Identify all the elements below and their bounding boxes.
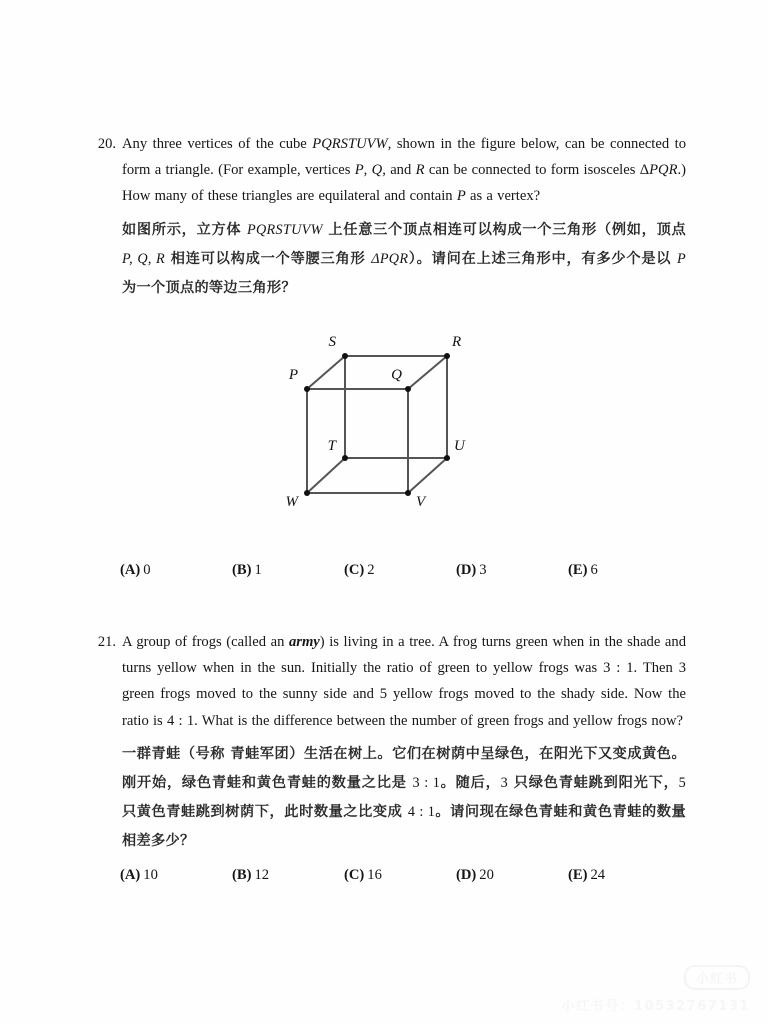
choice-label: (E) — [568, 867, 588, 883]
choice-a[interactable] — [120, 560, 232, 580]
choice-value: 2 — [367, 562, 375, 578]
choice-value: 24 — [590, 867, 606, 883]
cube-edge-WT — [307, 458, 345, 493]
watermark — [562, 965, 751, 1014]
cube-vertex-V — [405, 490, 411, 496]
choice-label: (C) — [344, 867, 365, 883]
choice-e[interactable] — [568, 865, 680, 885]
cube-vertex-P — [304, 386, 310, 392]
cube-label-W: W — [285, 494, 298, 510]
problem-21-row — [86, 629, 686, 856]
cube-label-R: R — [452, 334, 462, 350]
cube-edge-VU — [408, 458, 447, 493]
problem-20-row — [86, 131, 686, 303]
cube-vertex-U — [444, 455, 450, 461]
cube-vertex-S — [342, 353, 348, 359]
cube-edge-PS — [307, 356, 345, 389]
choice-e[interactable] — [568, 560, 680, 580]
problem-20-chinese-text: 如图所示，立方体 PQRSTUVW 上任意三个顶点相连可以构成一个三角形（例如，顶点 P, Q, R 相连可以构成一个等腰三角形 ΔPQR）。请问在上述三角形中，有多少个是以 P 为一个顶点的等边三角形？ — [122, 221, 686, 296]
problem-21-choices — [120, 865, 700, 885]
watermark-id-text: 小红书号：10532767131 — [561, 999, 750, 1014]
choice-d[interactable] — [456, 560, 568, 580]
cube-vertex-labels — [286, 334, 467, 510]
choice-value: 3 — [479, 562, 487, 578]
cube-vertex-T — [342, 455, 348, 461]
choice-b[interactable] — [232, 560, 344, 580]
choice-b[interactable] — [232, 865, 344, 885]
problem-20-number: 20. — [97, 136, 116, 152]
choice-label: (A) — [120, 562, 141, 578]
cube-vertex-R — [444, 353, 450, 359]
choice-d[interactable] — [456, 865, 568, 885]
cube-vertex-Q — [405, 386, 411, 392]
cube-figure — [270, 326, 500, 518]
choice-label: (D) — [456, 867, 477, 883]
choice-value: 12 — [254, 867, 270, 883]
choice-c[interactable] — [344, 560, 456, 580]
choice-label: (B) — [232, 867, 252, 883]
choice-c[interactable] — [344, 865, 456, 885]
choice-a[interactable] — [120, 865, 232, 885]
cube-edges — [307, 356, 447, 493]
cube-svg — [270, 326, 485, 521]
problem-21 — [86, 629, 686, 856]
cube-vertex-W — [304, 490, 310, 496]
cube-label-S: S — [328, 334, 336, 350]
problem-20-choices — [120, 560, 700, 580]
cube-label-T: T — [327, 438, 336, 454]
choice-value: 1 — [254, 562, 262, 578]
choice-label: (E) — [568, 562, 588, 578]
choice-value: 10 — [143, 867, 158, 883]
cube-edge-QR — [408, 356, 447, 389]
choice-value: 0 — [143, 562, 151, 578]
problem-21-number: 21. — [97, 634, 116, 650]
choice-value: 16 — [367, 867, 382, 883]
choice-value: 20 — [479, 867, 494, 883]
problem-20-english-text: Any three vertices of the cube PQRSTUVW, shown in the figure below, can be connected to form a triangle. (For example, vertices P, Q, and R can be connected to form isosceles ΔPQR.) How many of these triangles are equilateral and contain P as a vertex? — [122, 136, 687, 205]
cube-label-Q: Q — [391, 367, 402, 383]
xiaohongshu-logo-icon: 小红书 — [684, 965, 750, 990]
cube-label-P: P — [288, 367, 298, 383]
problem-21-english-text: A group of frogs (called an army) is living in a tree. A frog turns green when in the shade and turns yellow when in the sun. Initially the ratio of green to yellow frogs was 3 : 1. Then 3 green frogs moved to the sunny side and 5 yellow frogs moved to the shady side. Now the ratio is 4 : 1. What is the difference between the number of green frogs and yellow frogs now? — [122, 634, 686, 729]
cube-label-U: U — [454, 438, 465, 454]
choice-label: (C) — [344, 562, 365, 578]
problem-21-chinese-text: 一群青蛙（号称 青蛙军团）生活在树上。它们在树荫中呈绿色，在阳光下又变成黄色。刚开始，绿色青蛙和黄色青蛙的数量之比是 3 : 1。随后，3 只绿色青蛙跳到阳光下，5 只黄色青蛙跳到树荫下，此时数量之比变成 4 : 1。请问现在绿色青蛙和黄色青蛙的数量相差多少？ — [122, 745, 686, 849]
problem-20-body — [122, 131, 686, 303]
choice-label: (D) — [456, 562, 477, 578]
choice-label: (A) — [120, 867, 141, 883]
cube-label-V: V — [416, 494, 426, 510]
problem-21-body — [122, 629, 686, 856]
choice-label: (B) — [232, 562, 252, 578]
problem-20 — [86, 131, 686, 303]
choice-value: 6 — [590, 562, 598, 578]
